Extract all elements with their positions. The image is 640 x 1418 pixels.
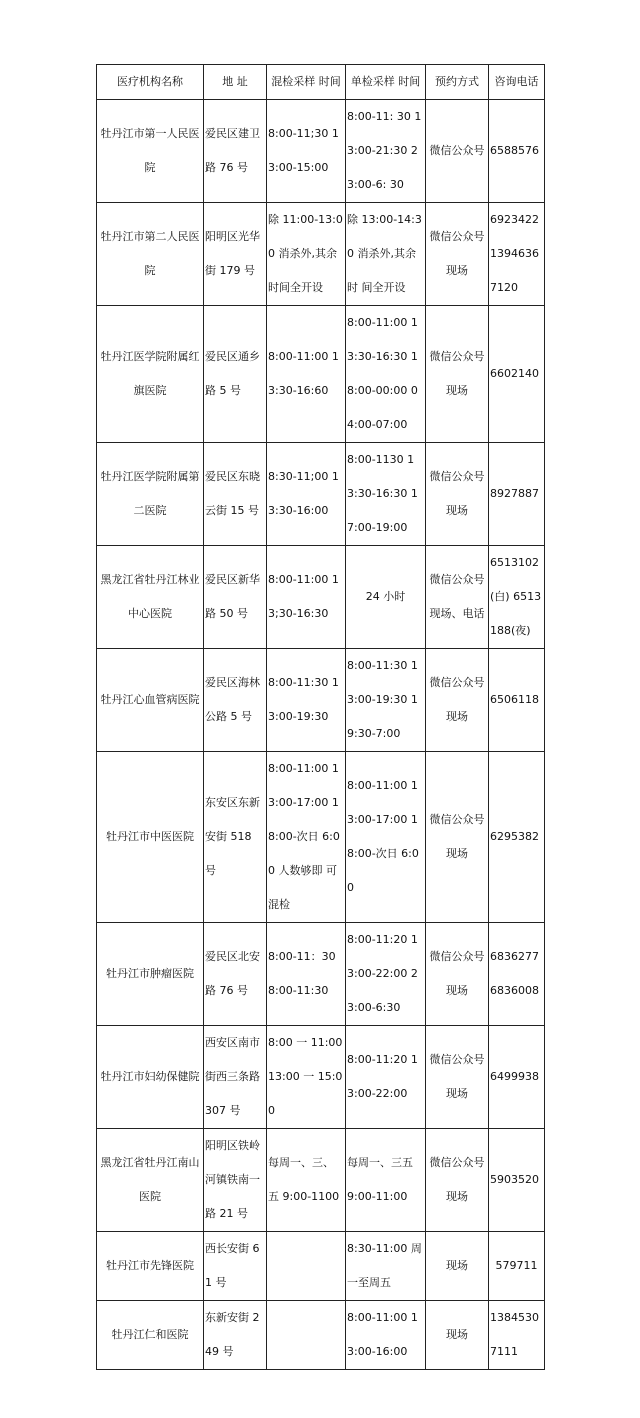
hospital-name: 牡丹江心血管病医院 — [97, 649, 204, 752]
table-row — [97, 1232, 545, 1301]
booking-method: 微信公众号现场 — [426, 1026, 489, 1129]
booking-method: 微信公众号现场 — [426, 443, 489, 546]
table-row — [97, 1026, 545, 1129]
hospital-address: 东新安街 249 号 — [204, 1301, 267, 1370]
phone-number: 5903520 — [489, 1129, 545, 1232]
phone-number: 8927887 — [489, 443, 545, 546]
table-row — [97, 203, 545, 306]
hospital-address: 爱民区新华路 50 号 — [204, 546, 267, 649]
booking-method: 现场 — [426, 1301, 489, 1370]
booking-method: 现场 — [426, 1232, 489, 1301]
hospital-name: 牡丹江市肿瘤医院 — [97, 923, 204, 1026]
single-sampling-time: 8:00-11: 30 13:00-21:30 23:00-6: 30 — [346, 100, 426, 203]
hospital-name: 黑龙江省牡丹江林业中心医院 — [97, 546, 204, 649]
mixed-sampling-time: 8:00-11;30 13:00-15:00 — [267, 100, 346, 203]
header-booking: 预约方式 — [426, 65, 489, 100]
phone-number: 6836277 6836008 — [489, 923, 545, 1026]
table-row — [97, 546, 545, 649]
single-sampling-time: 8:00-11:20 13:00-22:00 — [346, 1026, 426, 1129]
single-sampling-time: 8:00-11:30 13:00-19:30 19:30-7:00 — [346, 649, 426, 752]
table-row — [97, 923, 545, 1026]
hospital-name: 牡丹江市妇幼保健院 — [97, 1026, 204, 1129]
booking-method: 微信公众号现场 — [426, 203, 489, 306]
single-sampling-time: 24 小时 — [346, 546, 426, 649]
mixed-sampling-time: 8:00 一 11:00 13:00 一 15:00 — [267, 1026, 346, 1129]
hospital-address: 阳明区光华街 179 号 — [204, 203, 267, 306]
hospital-address: 西安区南市街西三条路 307 号 — [204, 1026, 267, 1129]
header-mixed-time: 混检采样 时间 — [267, 65, 346, 100]
hospital-name: 牡丹江医学院附属红旗医院 — [97, 306, 204, 443]
mixed-sampling-time: 8:00-11:00 13:30-16:60 — [267, 306, 346, 443]
booking-method: 微信公众号 — [426, 100, 489, 203]
header-name: 医疗机构名称 — [97, 65, 204, 100]
hospital-address: 爱民区通乡路 5 号 — [204, 306, 267, 443]
mixed-sampling-time: 8:00-11:00 13;30-16:30 — [267, 546, 346, 649]
booking-method: 微信公众号现场 — [426, 1129, 489, 1232]
table-body — [97, 100, 545, 1370]
single-sampling-time: 8:00-1130 13:30-16:30 17:00-19:00 — [346, 443, 426, 546]
table-row — [97, 306, 545, 443]
booking-method: 微信公众号现场、电话 — [426, 546, 489, 649]
single-sampling-time: 8:30-11:00 周一至周五 — [346, 1232, 426, 1301]
single-sampling-time: 8:00-11:00 13:00-17:00 18:00-次日 6:00 — [346, 752, 426, 923]
table-row — [97, 100, 545, 203]
hospital-table — [96, 64, 545, 1370]
hospital-name: 牡丹江医学院附属第二医院 — [97, 443, 204, 546]
booking-method: 微信公众号现场 — [426, 752, 489, 923]
phone-number: 6923422 13946367120 — [489, 203, 545, 306]
phone-number: 13845307111 — [489, 1301, 545, 1370]
hospital-name: 黑龙江省牡丹江南山医院 — [97, 1129, 204, 1232]
hospital-address: 爱民区东晓云街 15 号 — [204, 443, 267, 546]
booking-method: 微信公众号现场 — [426, 306, 489, 443]
mixed-sampling-time: 除 11:00-13:00 消杀外,其余时间全开设 — [267, 203, 346, 306]
mixed-sampling-time: 8:30-11;00 13:30-16:00 — [267, 443, 346, 546]
single-sampling-time: 每周一、三五 9:00-11:00 — [346, 1129, 426, 1232]
single-sampling-time: 8:00-11:00 13:30-16:30 18:00-00:00 04:00-07:00 — [346, 306, 426, 443]
header-phone: 咨询电话 — [489, 65, 545, 100]
single-sampling-time: 8:00-11:00 13:00-16:00 — [346, 1301, 426, 1370]
hospital-name: 牡丹江市第一人民医院 — [97, 100, 204, 203]
header-row — [97, 65, 545, 100]
phone-number: 579711 — [489, 1232, 545, 1301]
single-sampling-time: 除 13:00-14:30 消杀外,其余时 间全开设 — [346, 203, 426, 306]
mixed-sampling-time: 8:00-11：30 8:00-11:30 — [267, 923, 346, 1026]
hospital-name: 牡丹江市第二人民医院 — [97, 203, 204, 306]
mixed-sampling-time: 8:00-11:30 13:00-19:30 — [267, 649, 346, 752]
mixed-sampling-time — [267, 1301, 346, 1370]
table-row — [97, 752, 545, 923]
hospital-address: 爱民区海林公路 5 号 — [204, 649, 267, 752]
phone-number: 6506118 — [489, 649, 545, 752]
phone-number: 6602140 — [489, 306, 545, 443]
hospital-name: 牡丹江仁和医院 — [97, 1301, 204, 1370]
phone-number: 6513102(白) 6513188(夜) — [489, 546, 545, 649]
mixed-sampling-time — [267, 1232, 346, 1301]
table-header — [97, 65, 545, 100]
hospital-address: 爱民区建卫路 76 号 — [204, 100, 267, 203]
table-row — [97, 1129, 545, 1232]
header-address: 地 址 — [204, 65, 267, 100]
phone-number: 6588576 — [489, 100, 545, 203]
mixed-sampling-time: 每周一、三、五 9:00-1100 — [267, 1129, 346, 1232]
hospital-address: 阳明区铁岭河镇铁南一 路 21 号 — [204, 1129, 267, 1232]
hospital-address: 东安区东新安街 518 号 — [204, 752, 267, 923]
header-single-time: 单检采样 时间 — [346, 65, 426, 100]
hospital-address: 爱民区北安路 76 号 — [204, 923, 267, 1026]
booking-method: 微信公众号现场 — [426, 649, 489, 752]
table-row — [97, 649, 545, 752]
booking-method: 微信公众号现场 — [426, 923, 489, 1026]
single-sampling-time: 8:00-11:20 13:00-22:00 23:00-6:30 — [346, 923, 426, 1026]
hospital-address: 西长安街 61 号 — [204, 1232, 267, 1301]
table-row — [97, 1301, 545, 1370]
hospital-name: 牡丹江市先锋医院 — [97, 1232, 204, 1301]
mixed-sampling-time: 8:00-11:00 13:00-17:00 18:00-次日 6:00 人数够即 可混检 — [267, 752, 346, 923]
table-row — [97, 443, 545, 546]
hospital-name: 牡丹江市中医医院 — [97, 752, 204, 923]
phone-number: 6295382 — [489, 752, 545, 923]
phone-number: 6499938 — [489, 1026, 545, 1129]
